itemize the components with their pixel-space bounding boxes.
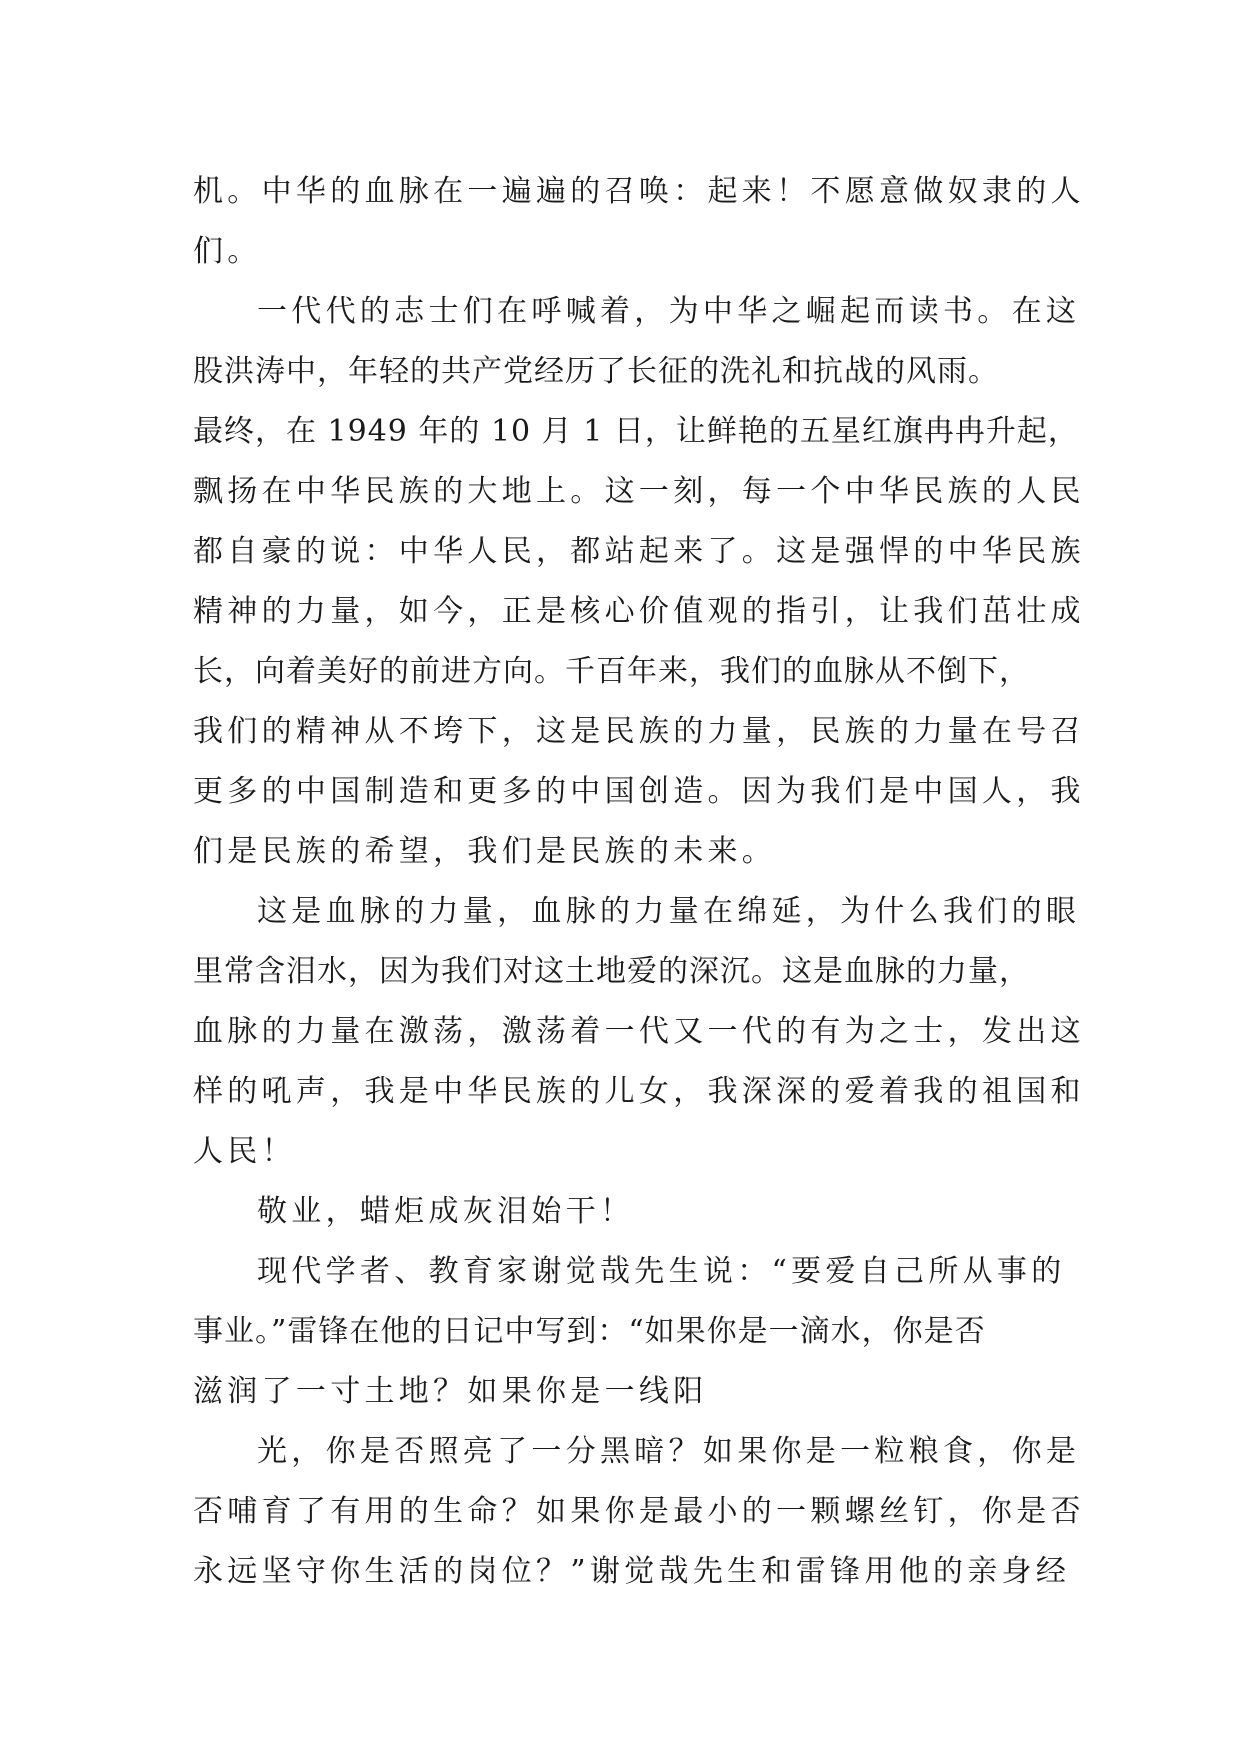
text-line: 敬业，蜡炬成灰泪始干！ bbox=[257, 1194, 635, 1229]
text-line: 事业。”雷锋在他的日记中写到：“如果你是一滴水，你是否 bbox=[193, 1314, 986, 1349]
text-line: 一代代的志士们在呼喊着，为中华之崛起而读书。在这 bbox=[257, 294, 1081, 329]
text-line: 我们的精神从不垮下，这是民族的力量，民族的力量在号召 bbox=[193, 714, 1085, 749]
text-line: 样的吼声，我是中华民族的儿女，我深深的爱着我的祖国和 bbox=[193, 1074, 1085, 1109]
text-line: 里常含泪水，因为我们对这土地爱的深沉。这是血脉的力量， bbox=[193, 954, 1030, 989]
text-line: 现代学者、教育家谢觉哉先生说：“要爱自己所从事的 bbox=[257, 1254, 1066, 1289]
text-line: 否哺育了有用的生命？如果你是最小的一颗螺丝钉，你是否 bbox=[193, 1494, 1085, 1529]
text-line: 机。中华的血脉在一遍遍的召唤：起来！不愿意做奴隶的人 bbox=[193, 174, 1085, 209]
text-line: 光，你是否照亮了一分黑暗？如果你是一粒粮食，你是 bbox=[257, 1434, 1081, 1469]
text-line: 更多的中国制造和更多的中国创造。因为我们是中国人，我 bbox=[193, 774, 1085, 809]
text-line: 都自豪的说：中华人民，都站起来了。这是强悍的中华民族 bbox=[193, 534, 1085, 569]
text-line: 们是民族的希望，我们是民族的未来。 bbox=[193, 834, 777, 869]
body-text bbox=[193, 162, 1085, 1602]
text-line: 人民！ bbox=[193, 1134, 296, 1169]
text-line: 长，向着美好的前进方向。千百年来，我们的血脉从不倒下， bbox=[193, 654, 1030, 689]
text-line: 们。 bbox=[193, 234, 262, 269]
text-line: 这是血脉的力量，血脉的力量在绵延，为什么我们的眼 bbox=[257, 894, 1081, 929]
text-line: 永远坚守你生活的岗位？”谢觉哉先生和雷锋用他的亲身经 bbox=[193, 1554, 1071, 1589]
text-line: 股洪涛中，年轻的共产党经历了长征的洗礼和抗战的风雨。 bbox=[193, 354, 999, 389]
text-line: 血脉的力量在激荡，激荡着一代又一代的有为之士，发出这 bbox=[193, 1014, 1085, 1049]
text-line: 滋润了一寸土地？如果你是一线阳 bbox=[193, 1374, 708, 1409]
text-line: 飘扬在中华民族的大地上。这一刻，每一个中华民族的人民 bbox=[193, 474, 1085, 509]
text-line: 精神的力量，如今，正是核心价值观的指引，让我们茁壮成 bbox=[193, 594, 1085, 629]
text-line: 最终，在 1949 年的 10 月 1 日，让鲜艳的五星红旗冉冉升起， bbox=[193, 414, 1079, 449]
